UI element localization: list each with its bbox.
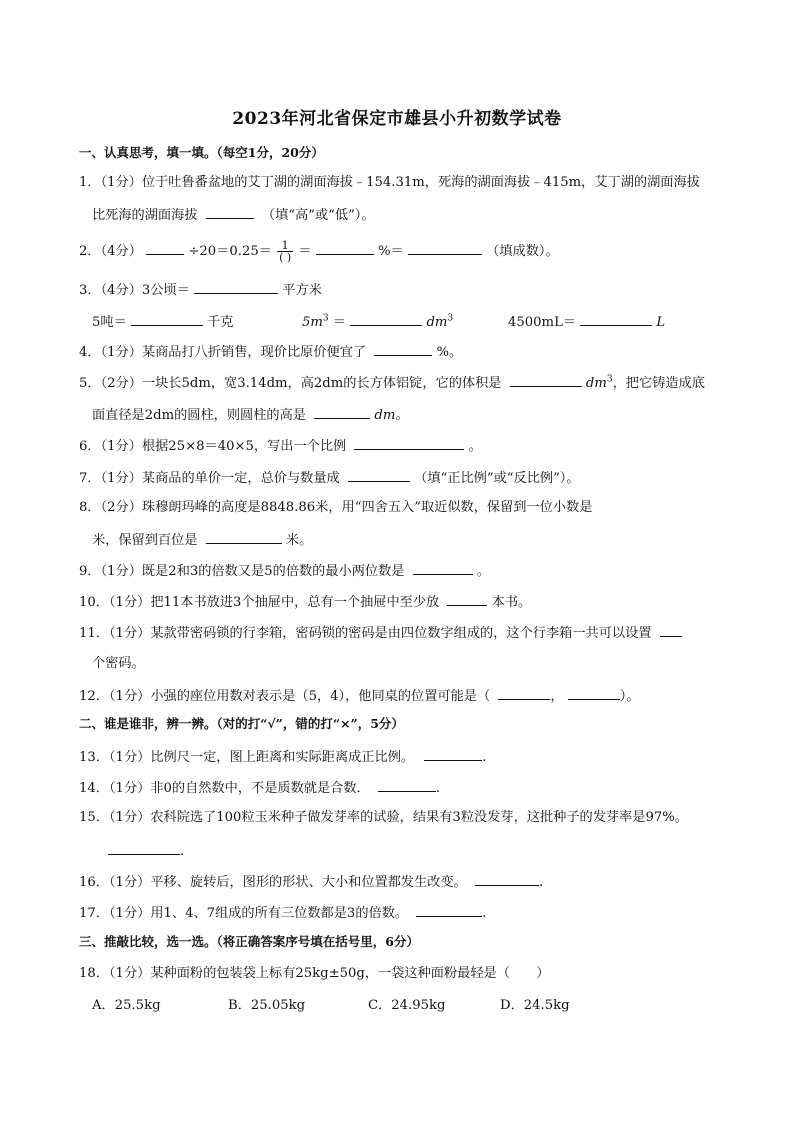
answer-blank[interactable] [146,241,184,255]
question-8-line-1: 8．（2分）珠穆朗玛峰的高度是8848.86米，用“四舍五入”取近似数，保留到一位小数是 [79,500,593,515]
answer-blank[interactable] [660,623,682,637]
option-a[interactable]: A．25.5kg [92,998,161,1013]
answer-blank[interactable] [568,686,620,700]
question-17: 17．（1分）用1、4、7组成的所有三位数都是3的倍数。 . [79,903,486,923]
question-2: 2．（4分） ÷20＝0.25＝ $\frac{1}{( )}$ ＝ %＝ （填成数）。 [79,239,559,264]
answer-blank[interactable] [206,530,282,544]
answer-blank[interactable] [131,312,203,326]
answer-blank[interactable] [416,903,482,917]
option-b[interactable]: B．25.05kg [228,998,306,1013]
option-d[interactable]: D．24.5kg [500,998,570,1013]
answer-blank[interactable] [378,778,436,792]
answer-blank[interactable] [316,241,374,255]
question-11-line-1: 11．（1分）某款带密码锁的行李箱，密码锁的密码是由四位数字组成的，这个行李箱一共可以设置 [79,623,682,643]
section-heading-2: 二、谁是谁非，辨一辨。（对的打“√”，错的打“×”，5分） [79,716,404,731]
question-15-line-1: 15．（1分）农科院选了100粒玉米种子做发芽率的试验，结果有3粒没发芽，这批种子的发芽率是97%。 [79,810,688,825]
answer-blank[interactable] [413,561,473,575]
question-13: 13．（1分）比例尺一定，图上距离和实际距离成正比例。 . [79,747,486,767]
answer-blank[interactable] [314,405,370,419]
question-1-line-1: 1．（1分）位于吐鲁番盆地的艾丁湖的湖面海拔﹣154.31m，死海的湖面海拔﹣415m，艾丁湖的湖面海拔 [79,175,700,190]
question-14: 14．（1分）非0的自然数中，不是质数就是合数． . [79,778,440,798]
answer-blank[interactable] [350,312,422,326]
section-heading-1: 一、认真思考，填一填。（每空1分，20分） [79,145,324,160]
answer-blank[interactable] [194,280,278,294]
answer-blank[interactable] [206,205,254,219]
answer-blank[interactable] [424,747,482,761]
section-heading-3: 三、推敲比较，选一选。（将正确答案序号填在括号里，6分） [79,934,419,949]
answer-blank[interactable] [348,468,410,482]
question-18: 18．（1分）某种面粉的包装袋上标有25kg±50g，一袋这种面粉最轻是（ ） [79,966,550,981]
question-10: 10．（1分）把11本书放进3个抽屉中，总有一个抽屉中至少放 本书。 [79,592,531,612]
question-12: 12．（1分）小强的座位用数对表示是（5，4），他同桌的位置可能是（ ， ）。 [79,686,640,706]
answer-blank[interactable] [354,436,464,450]
answer-blank[interactable] [475,872,539,886]
question-3-part-a: 5吨＝ 千克 [92,312,234,332]
question-1-line-2: 比死海的湖面海拔 （填“高”或“低”）。 [92,205,375,225]
question-5-line-2: 面直径是2dm的圆柱，则圆柱的高是 dm。 [92,405,409,425]
fraction: $\frac{1}{( )}$ [279,239,292,264]
question-7: 7．（1分）某商品的单价一定，总价与数量成 （填“正比例”或“反比例”）。 [79,468,580,488]
question-16: 16．（1分）平移、旋转后，图形的形状、大小和位置都发生改变。 . [79,872,543,892]
question-3-line-1: 3．（4分）3公顷＝ 平方米 [79,280,322,300]
answer-blank[interactable] [408,241,482,255]
question-15-line-2: . [108,841,184,861]
question-6: 6．（1分）根据25×8＝40×5，写出一个比例 。 [79,436,482,456]
question-11-line-2: 个密码。 [92,656,145,671]
question-8-line-2: 米，保留到百位是 米。 [92,530,312,550]
answer-blank[interactable] [108,841,180,855]
answer-blank[interactable] [447,592,487,606]
answer-blank[interactable] [510,373,582,387]
option-c[interactable]: C．24.95kg [368,998,446,1013]
page-title: 2023年河北省保定市雄县小升初数学试卷 [232,109,562,129]
question-3-part-b: $5m^3 = dm^3$ [302,313,454,330]
question-5-line-1: 5．（2分）一块长5dm，宽3.14dm，高2dm的长方体铝锭，它的体积是 $dm^3$，把它铸造成底 [79,374,705,391]
question-4: 4．（1分）某商品打八折销售，现价比原价便宜了 %。 [79,342,462,362]
answer-blank[interactable] [374,342,432,356]
answer-blank[interactable] [580,312,652,326]
answer-blank[interactable] [498,686,550,700]
question-3-part-c: 4500mL＝ L [508,312,665,332]
question-9: 9．（1分）既是2和3的倍数又是5的倍数的最小两位数是 。 [79,561,490,581]
